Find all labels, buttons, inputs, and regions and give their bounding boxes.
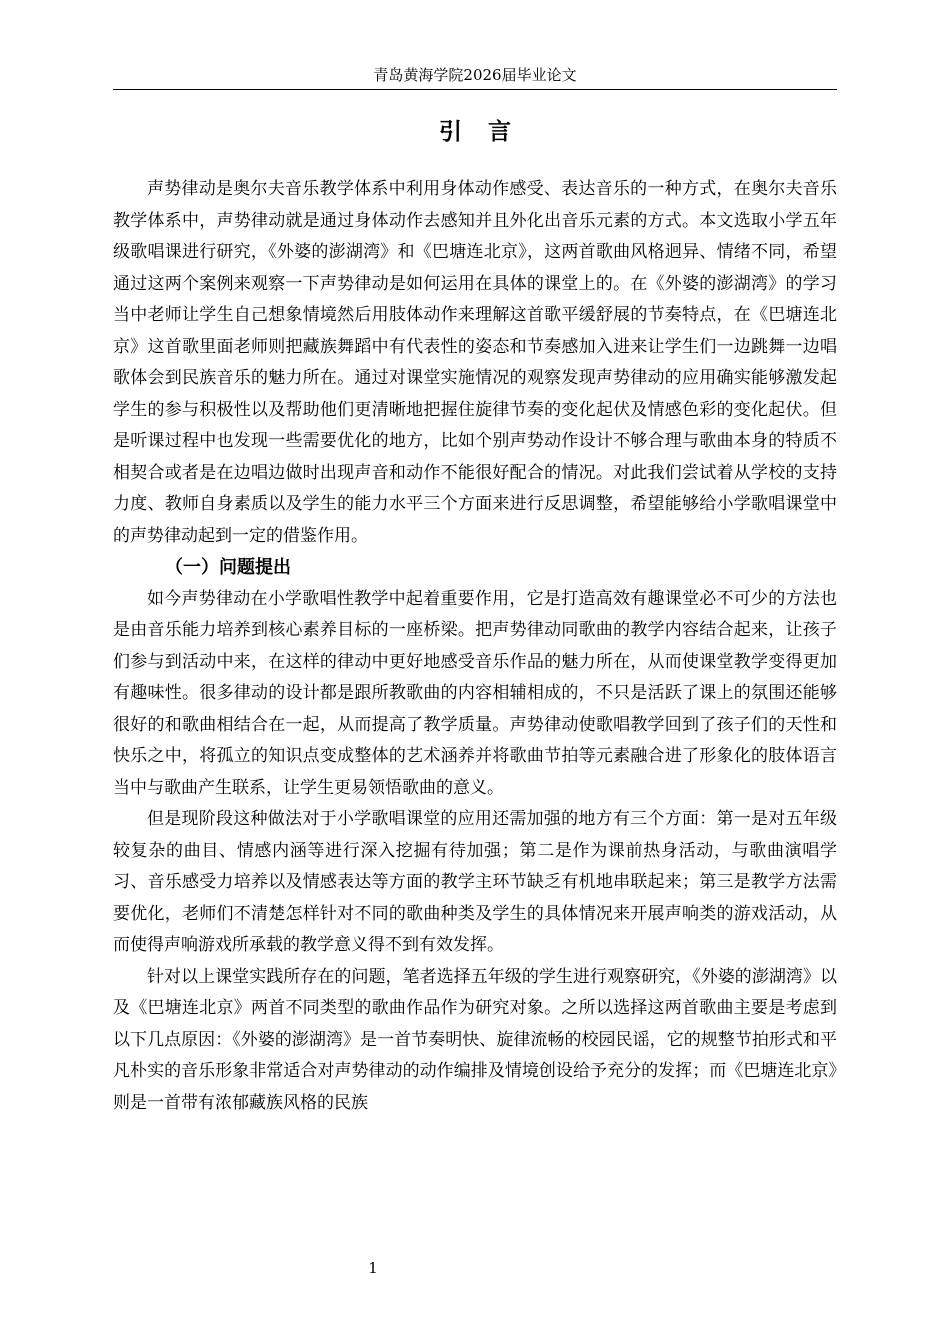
page-number: 1 — [368, 1259, 378, 1277]
subsection-paragraph-2: 但是现阶段这种做法对于小学歌唱课堂的应用还需加强的地方有三个方面：第一是对五年级较复杂的曲目、情感内涵等进行深入挖掘有待加强；第二是作为课前热身活动，与歌曲演唱学习、音乐感受力培养以及情感表达等方面的教学主环节缺乏有机地串联起来；第三是教学方法需要优化，老师们不清楚怎样针对不同的歌曲种类及学生的具体情况来开展声响类的游戏活动，从而使得声响游戏所承载的教学意义得不到有效发挥。 — [113, 809, 837, 955]
body-text — [113, 174, 837, 1119]
intro-paragraph: 声势律动是奥尔夫音乐教学体系中利用身体动作感受、表达音乐的一种方式，在奥尔夫音乐教学体系中，声势律动就是通过身体动作去感知并且外化出音乐元素的方式。本文选取小学五年级歌唱课进行研究，《外婆的澎湖湾》和《巴塘连北京》，这两首歌曲风格迥异、情绪不同，希望通过这两个案例来观察一下声势律动是如何运用在具体的课堂上的。在《外婆的澎湖湾》的学习当中老师让学生自己想象情境然后用肢体动作来理解这首歌平缓舒展的节奏特点，在《巴塘连北京》这首歌里面老师则把藏族舞蹈中有代表性的姿态和节奏感加入进来让学生们一边跳舞一边唱歌体会到民族音乐的魅力所在。通过对课堂实施情况的观察发现声势律动的应用确实能够激发起学生的参与积极性以及帮助他们更清晰地把握住旋律节奏的变化起伏及情感色彩的变化起伏。但是听课过程中也发现一些需要优化的地方，比如个别声势动作设计不够合理与歌曲本身的特质不相契合或者是在边唱边做时出现声音和动作不能很好配合的情况。对此我们尝试着从学校的支持力度、教师自身素质以及学生的能力水平三个方面来进行反思调整，希望能够给小学歌唱课堂中的声势律动起到一定的借鉴作用。 — [113, 179, 837, 546]
subsection-heading: （一）问题提出 — [165, 557, 291, 578]
header-rule — [113, 89, 837, 90]
subsection-paragraph-3: 针对以上课堂实践所存在的问题，笔者选择五年级的学生进行观察研究，《外婆的澎湖湾》以及《巴塘连北京》两首不同类型的歌曲作品作为研究对象。之所以选择这两首歌曲主要是考虑到以下几点原因：《外婆的澎湖湾》是一首节奏明快、旋律流畅的校园民谣，它的规整节拍形式和平凡朴实的音乐形象非常适合对声势律动的动作编排及情境创设给予充分的发挥；而《巴塘连北京》则是一首带有浓郁藏族风格的民族 — [113, 966, 837, 1113]
section-title: 引言 — [439, 119, 537, 145]
subsection-paragraph-1: 如今声势律动在小学歌唱性教学中起着重要作用，它是打造高效有趣课堂必不可少的方法也是由音乐能力培养到核心素养目标的一座桥梁。把声势律动同歌曲的教学内容结合起来，让孩子们参与到活动中来，在这样的律动中更好地感受音乐作品的魅力所在，从而使课堂教学变得更加有趣味性。很多律动的设计都是跟所教歌曲的内容相辅相成的，不只是活跃了课上的氛围还能够很好的和歌曲相结合在一起，从而提高了教学质量。声势律动使歌唱教学回到了孩子们的天性和快乐之中，将孤立的知识点变成整体的艺术涵养并将歌曲节拍等元素融合进了形象化的肢体语言当中与歌曲产生联系，让学生更易领悟歌曲的意义。 — [113, 588, 837, 798]
page-header: 青岛黄海学院2026届毕业论文 — [373, 66, 577, 84]
